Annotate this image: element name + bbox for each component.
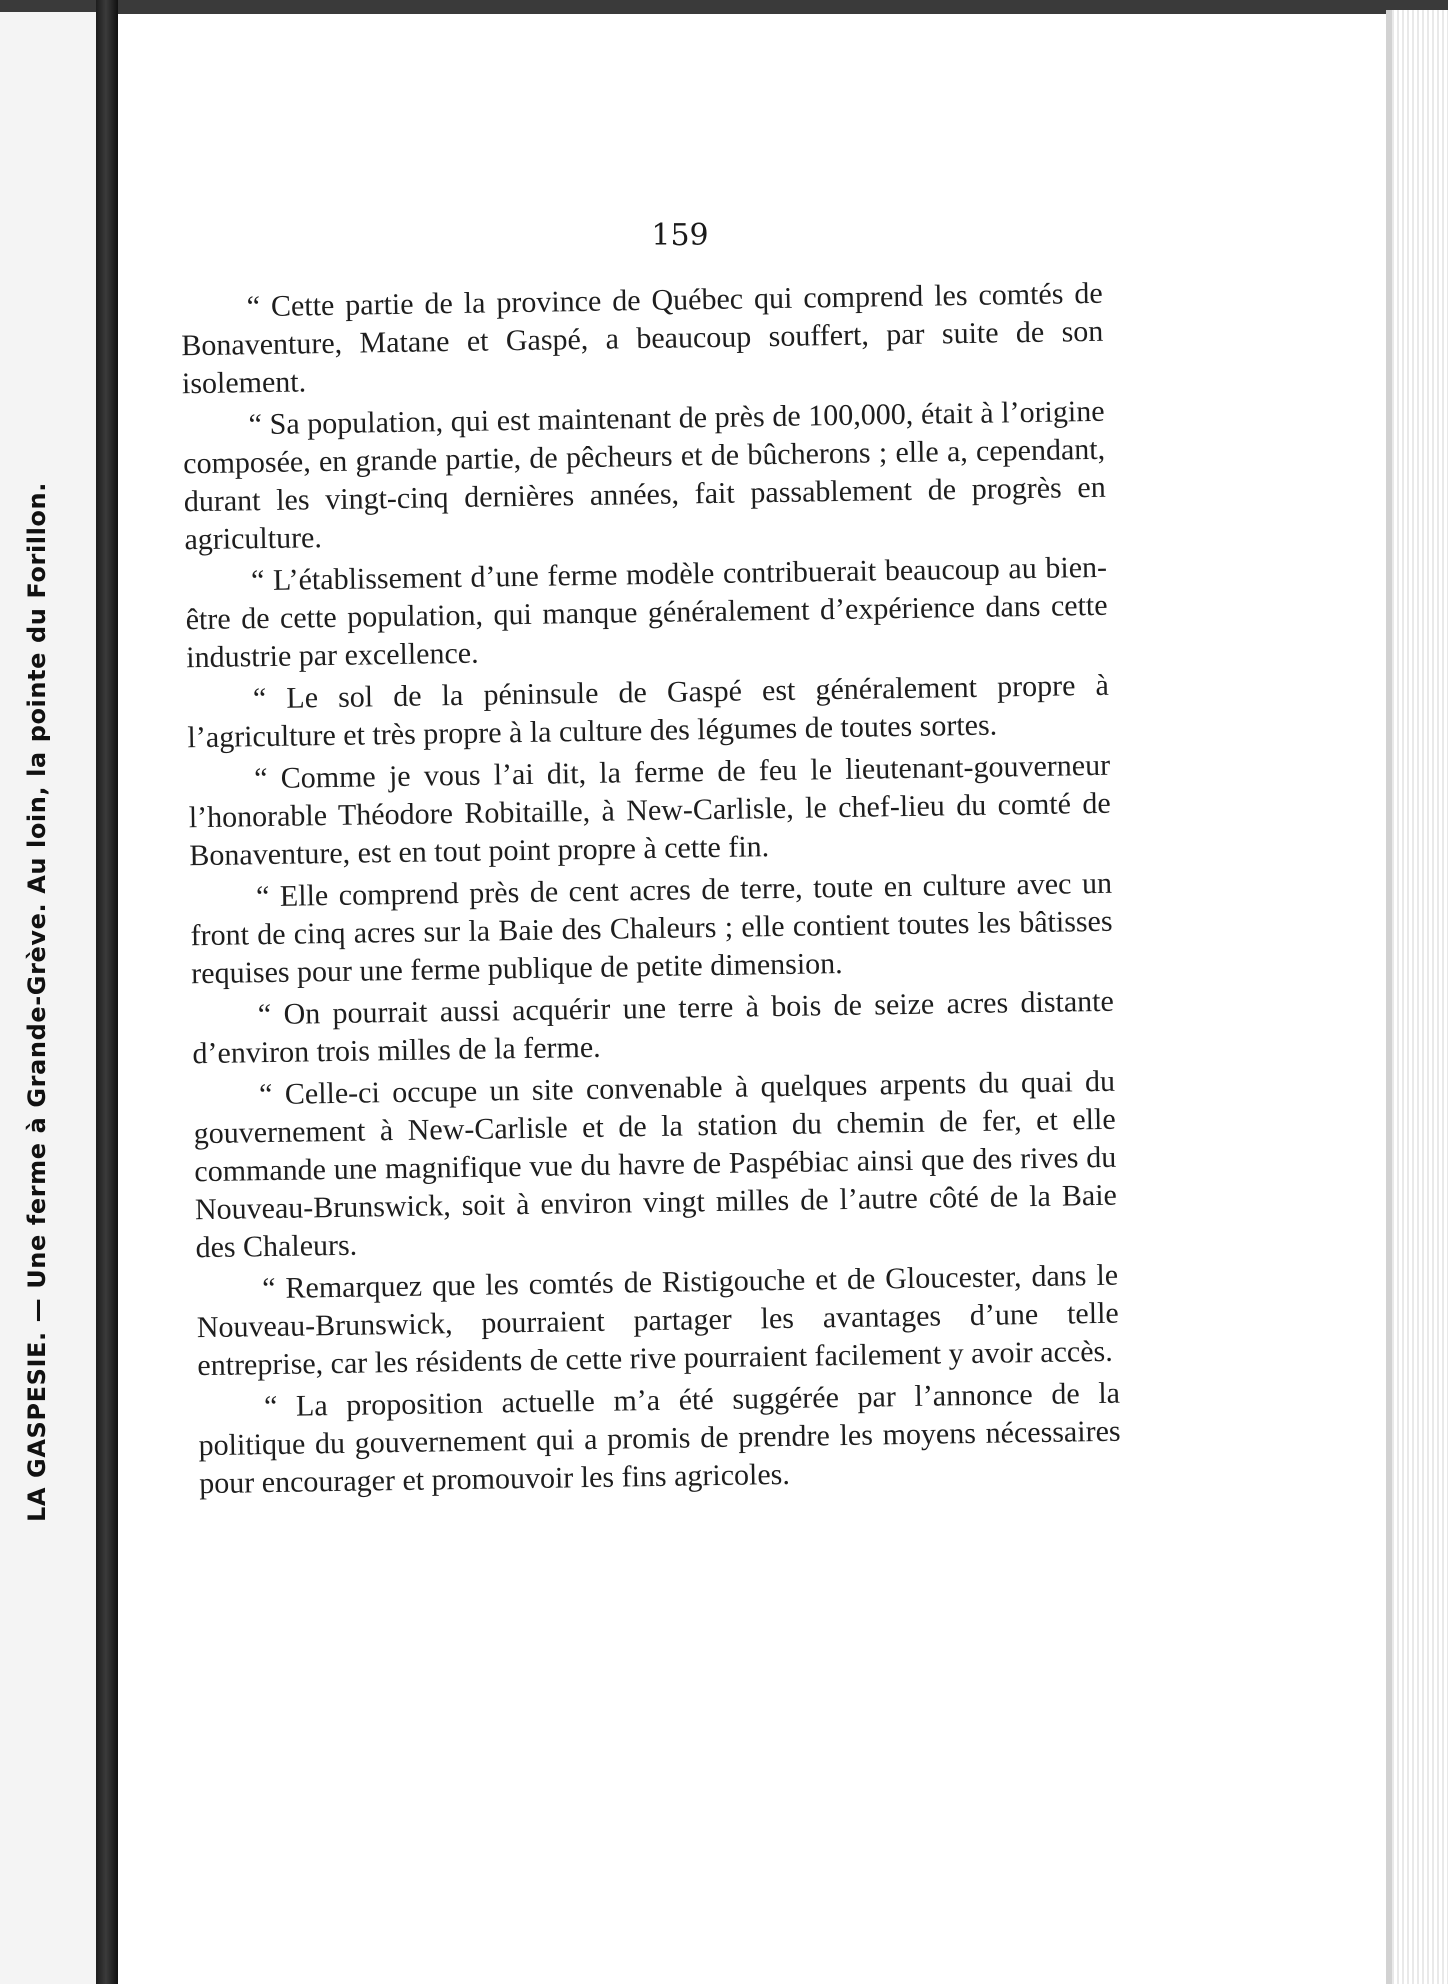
page-body-text <box>180 275 1121 1507</box>
top-dark-edge <box>0 0 1448 14</box>
page-number: 159 <box>651 218 709 253</box>
paragraph: “ La proposition actuelle m’a été suggérée par l’annonce de la politique du gouvernement qui a promis de prendre les moyens nécessaires pour encourager et promouvoir les fins agricoles. <box>198 1376 1121 1501</box>
paragraph: “ On pourrait aussi acquérir une terre à bois de seize acres distante d’environ trois milles de la ferme. <box>192 984 1115 1071</box>
paragraph: “ Celle-ci occupe un site convenable à quelques arpents du quai du gouvernement à New-Carlisle et de la station du chemin de fer, et elle commande une magnifique vue du havre de Paspébiac ainsi que des rives du Nouveau-Brunswick, soit à environ vingt milles de l’autre côté de la Baie des Chaleurs. <box>193 1064 1118 1265</box>
paragraph: “ Sa population, qui est maintenant de près de 100,000, était à l’origine composée, en grande partie, de pêcheurs et de bûcherons ; elle a, cependant, durant les vingt-cinq dernières années, fait passablement de progrès en agriculture. <box>182 394 1106 557</box>
right-page-edges <box>1392 10 1448 1984</box>
paragraph: “ Elle comprend près de cent acres de terre, toute en culture avec un front de cinq acres sur la Baie des Chaleurs ; elle contient toutes les bâtisses requises pour une ferme publique de petite dimension. <box>190 866 1113 991</box>
paragraph: “ Remarquez que les comtés de Ristigouche et de Gloucester, dans le Nouveau-Brunswick, pourraient partager les avantages d’une telle entreprise, car les résidents de cette rive pourraient facilement y avoir accès. <box>196 1258 1119 1383</box>
paragraph: “ Le sol de la péninsule de Gaspé est généralement propre à l’agriculture et très propre à la culture des légumes de toutes sortes. <box>187 668 1110 755</box>
paragraph: “ Comme je vous l’ai dit, la ferme de feu le lieutenant-gouverneur l’honorable Théodore Robitaille, à New-Carlisle, le chef-lieu du comté de Bonaventure, est en tout point propre à cette fin. <box>188 748 1111 873</box>
book-gutter <box>96 0 118 1984</box>
paragraph: “ L’établissement d’une ferme modèle contribuerait beaucoup au bien-être de cette population, qui manque généralement d’expérience dans cette industrie par excellence. <box>185 550 1108 675</box>
left-page-edge <box>0 12 98 1984</box>
paragraph: “ Cette partie de la province de Québec qui comprend les comtés de Bonaventure, Matane et Gaspé, a beaucoup souffert, par suite de son isolement. <box>181 276 1104 401</box>
plate-caption: LA GASPESIE. — Une ferme à Grande-Grève. Au loin, la pointe du Forillon. <box>23 482 51 1522</box>
